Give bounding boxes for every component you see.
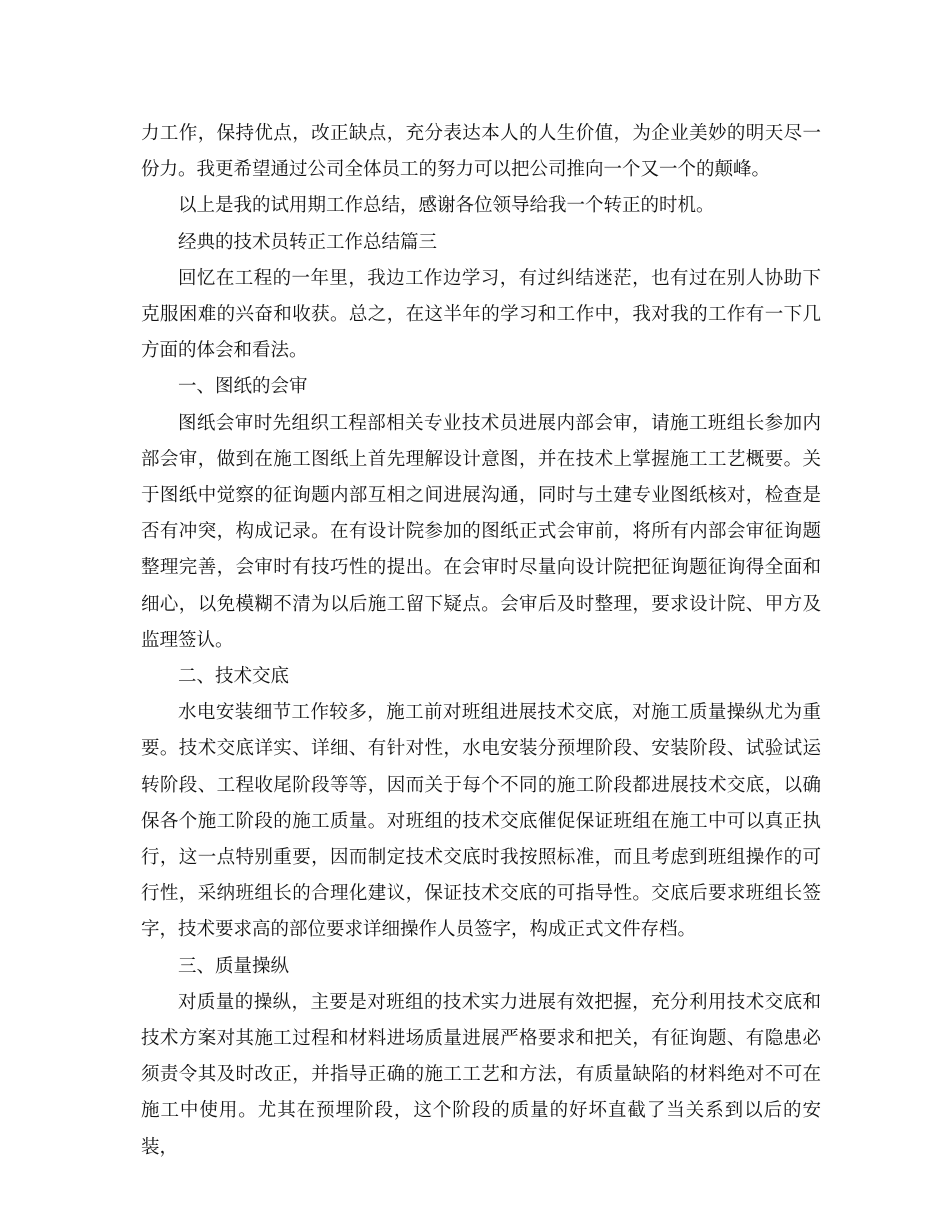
section-title: 经典的技术员转正工作总结篇三 [178, 231, 438, 253]
section-heading: 二、技术交底 [178, 666, 290, 688]
paragraph: 回忆在工程的一年里，我边工作边学习，有过纠结迷茫，也有过在别人协助下克服困难的兴奋和收获。总之，在这半年的学习和工作中，我对我的工作有一下几方面的体会和看法。 [141, 267, 821, 362]
paragraph: 图纸会审时先组织工程部相关专业技术员进展内部会审，请施工班组长参加内部会审，做到在施工图纸上首先理解设计意图，并在技术上掌握施工工艺概要。关于图纸中觉察的征询题内部互相之间进展沟通，同时与土建专业图纸核对，检查是否有冲突，构成记录。在有设计院参加的图纸正式会审前，将所有内部会审征询题整理完善，会审时有技巧性的提出。在会审时尽量向设计院把征询题征询得全面和细心，以免模糊不清为以后施工留下疑点。会审后及时整理，要求设计院、甲方及监理签认。 [141, 412, 821, 651]
paragraph: 对质量的操纵，主要是对班组的技术实力进展有效把握，充分利用技术交底和技术方案对其施工过程和材料进场质量进展严格要求和把关，有征询题、有隐患必须责令其及时改正，并指导正确的施工工艺和方法，有质量缺陷的材料绝对不可在施工中使用。尤其在预埋阶段，这个阶段的质量的好坏直截了当关系到以后的安装， [141, 991, 821, 1158]
section-heading: 三、质量操纵 [178, 955, 290, 977]
paragraph: 以上是我的试用期工作总结，感谢各位领导给我一个转正的时机。 [178, 195, 715, 217]
document-body [141, 116, 821, 1166]
paragraph: 水电安装细节工作较多，施工前对班组进展技术交底，对施工质量操纵尤为重要。技术交底详实、详细、有针对性，水电安装分预埋阶段、安装阶段、试验试运转阶段、工程收尾阶段等等，因而关于每个不同的施工阶段都进展技术交底，以确保各个施工阶段的施工质量。对班组的技术交底催促保证班组在施工中可以真正执行，这一点特别重要，因而制定技术交底时我按照标准，而且考虑到班组操作的可行性，采纳班组长的合理化建议，保证技术交底的可指导性。交底后要求班组长签字，技术要求高的部位要求详细操作人员签字，构成正式文件存档。 [141, 702, 821, 941]
paragraph: 力工作，保持优点，改正缺点，充分表达本人的人生价值，为企业美妙的明天尽一份力。我更希望通过公司全体员工的努力可以把公司推向一个又一个的颠峰。 [141, 123, 821, 181]
section-heading: 一、图纸的会审 [178, 376, 308, 398]
